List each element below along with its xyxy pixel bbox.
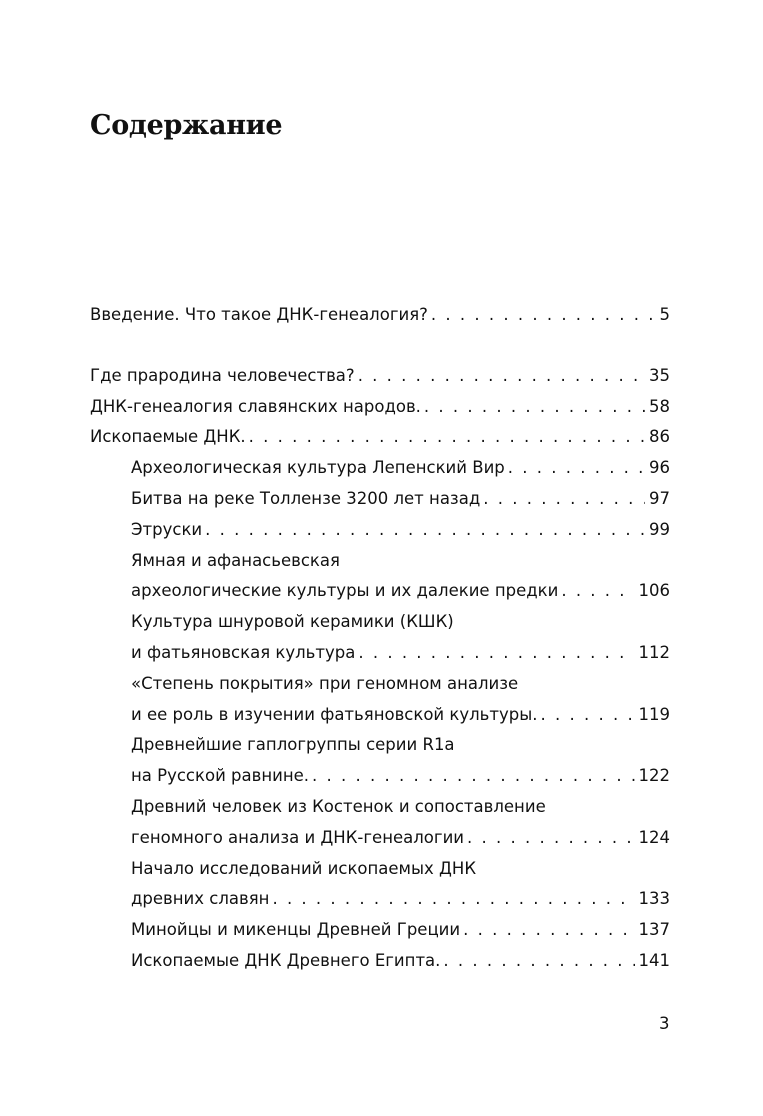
toc-entry-label: Битва на реке Толлензе 3200 лет назад xyxy=(131,488,481,508)
toc-subentry xyxy=(90,700,670,731)
toc-subentry-first-line xyxy=(90,730,670,761)
toc-subentry-first-line xyxy=(90,854,670,885)
toc-entry-label: Минойцы и микенцы Древней Греции xyxy=(131,920,461,940)
toc-entry-label-line1: Культура шнуровой керамики (КШК) xyxy=(131,612,454,632)
toc-entry-label: геномного анализа и ДНК-генеалогии xyxy=(131,827,465,847)
dot-leader xyxy=(312,761,634,792)
toc-entry-label: ДНК-генеалогия славянских народов. xyxy=(90,396,421,416)
toc-entry-page: 124 xyxy=(638,827,670,847)
toc-entry-label: археологические культуры и их далекие предки xyxy=(131,581,559,601)
toc-subentry xyxy=(90,884,670,915)
toc-entry-page: 141 xyxy=(638,950,670,970)
toc-entry-page: 106 xyxy=(638,581,670,601)
toc-entry-label: и фатьяновская культура xyxy=(131,642,356,662)
toc-entry xyxy=(90,422,670,453)
page-title: Содержание xyxy=(90,110,283,141)
toc-subentry xyxy=(90,915,670,946)
toc-entry-label: Ископаемые ДНК. xyxy=(90,427,246,447)
toc-subentry xyxy=(90,823,670,854)
toc-subentry xyxy=(90,515,670,546)
dot-leader xyxy=(249,422,645,453)
toc-entry-label-line1: Начало исследований ископаемых ДНК xyxy=(131,858,477,878)
toc-entry-label-line1: «Степень покрытия» при геномном анализе xyxy=(131,673,519,693)
dot-leader xyxy=(463,915,634,946)
dot-leader xyxy=(541,700,635,731)
dot-leader xyxy=(467,823,634,854)
dot-leader xyxy=(443,946,634,977)
toc-subentry xyxy=(90,638,670,669)
toc-entry-label: древних славян xyxy=(131,889,270,909)
toc-entry-page: 96 xyxy=(649,458,670,478)
toc-entry xyxy=(90,361,670,392)
toc-subentry xyxy=(90,484,670,515)
table-of-contents xyxy=(90,300,670,977)
toc-subentry-first-line xyxy=(90,792,670,823)
toc-entry-page: 112 xyxy=(638,642,670,662)
toc-entry-label-line1: Древнейшие гаплогруппы серии R1a xyxy=(131,735,455,755)
dot-leader xyxy=(424,392,645,423)
dot-leader xyxy=(561,576,634,607)
toc-entry-label: Этруски xyxy=(131,519,203,539)
toc-entry-label-line1: Ямная и афанасьевская xyxy=(131,550,340,570)
toc-entry xyxy=(90,392,670,423)
toc-subentry-first-line xyxy=(90,546,670,577)
toc-entry-page: 122 xyxy=(638,766,670,786)
toc-subentry xyxy=(90,576,670,607)
dot-leader xyxy=(358,361,645,392)
toc-entry-page: 97 xyxy=(649,488,670,508)
dot-leader xyxy=(483,484,645,515)
toc-subentry-first-line xyxy=(90,607,670,638)
toc-entry-page: 137 xyxy=(638,920,670,940)
toc-entry-page: 119 xyxy=(638,704,670,724)
toc-entry-page: 35 xyxy=(649,365,670,385)
toc-entry-label: на Русской равнине. xyxy=(131,766,310,786)
toc-subentry xyxy=(90,453,670,484)
dot-leader xyxy=(205,515,645,546)
toc-entry-page: 58 xyxy=(649,396,670,416)
page-number: 3 xyxy=(659,1014,670,1033)
toc-entry-page: 86 xyxy=(649,427,670,447)
toc-subentry xyxy=(90,761,670,792)
toc-entry xyxy=(90,300,670,331)
toc-entry-label: Ископаемые ДНК Древнего Египта. xyxy=(131,950,441,970)
toc-entry-label-line1: Древний человек из Костенок и сопоставление xyxy=(131,796,546,816)
toc-entry-label: и ее роль в изучении фатьяновской культуры. xyxy=(131,704,538,724)
dot-leader xyxy=(508,453,645,484)
dot-leader xyxy=(272,884,634,915)
dot-leader xyxy=(431,300,656,331)
toc-entry-page: 5 xyxy=(659,305,670,324)
toc-entry-page: 133 xyxy=(638,889,670,909)
toc-entry-page: 99 xyxy=(649,519,670,539)
toc-subentry-first-line xyxy=(90,669,670,700)
toc-entry-label: Где прародина человечества? xyxy=(90,365,355,385)
toc-entry-label: Введение. Что такое ДНК-генеалогия? xyxy=(90,305,428,324)
toc-entry-label: Археологическая культура Лепенский Вир xyxy=(131,458,505,478)
toc-subentry xyxy=(90,946,670,977)
dot-leader xyxy=(358,638,634,669)
